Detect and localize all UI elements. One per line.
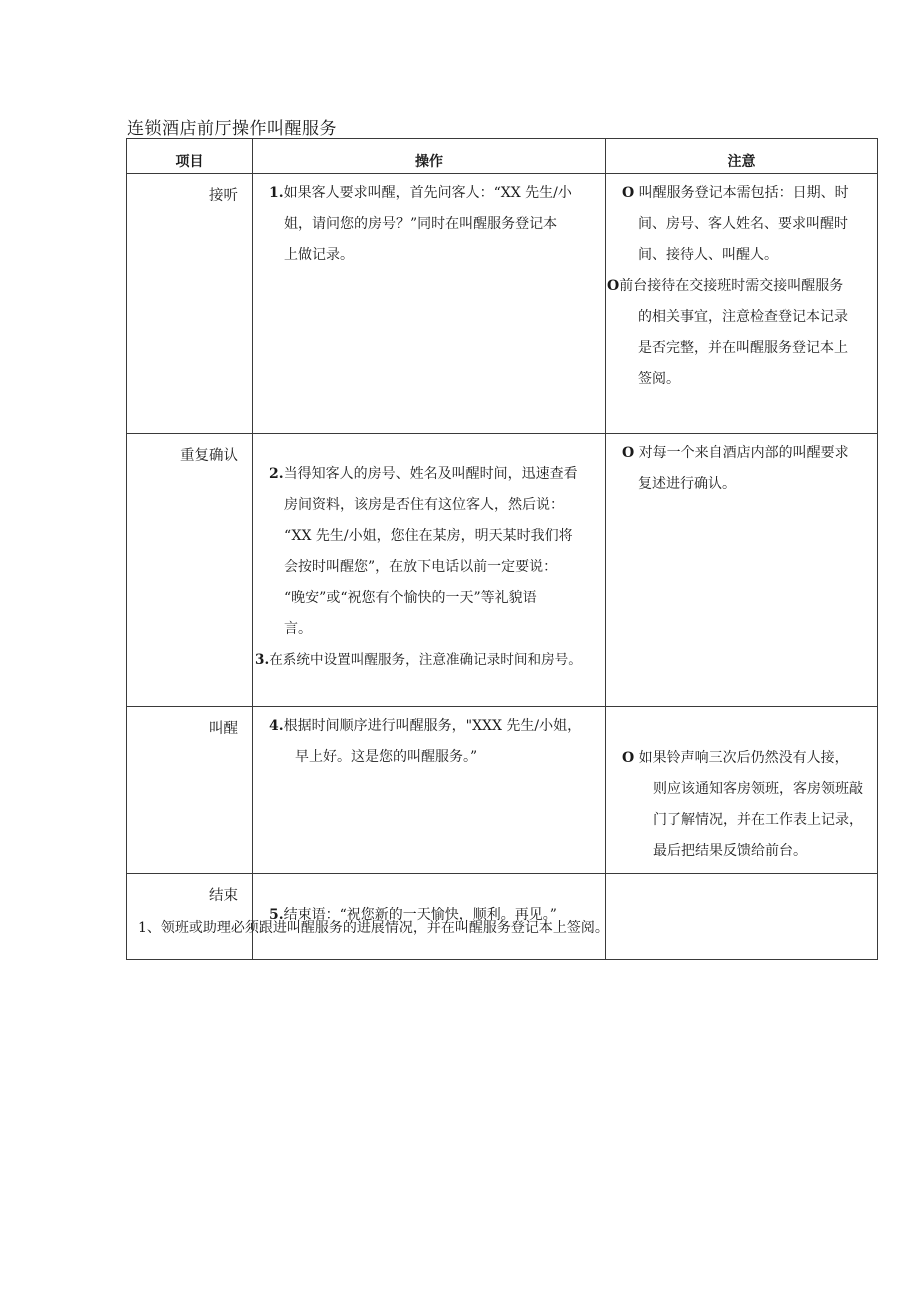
operation-text: 结束语：“祝您新的一天愉快，顺利。再见。” [283,907,557,923]
item-cell [127,434,253,707]
note-item [606,438,877,500]
note-text: 最后把结果反馈给前台。 [653,843,807,859]
header-item: 项目 [127,139,253,174]
note-text: 间、房号、客人姓名、要求叫醒时 [638,216,848,232]
item-label: 重复确认 [180,448,238,464]
note-text: 叫醒服务登记本需包括：日期、时 [638,185,849,201]
table-row-answer [127,174,878,434]
operation-cell [253,174,606,434]
header-notes: 注意 [606,139,878,174]
note-item [606,271,877,395]
item-cell [127,707,253,874]
operation-line: 会按时叫醒您”，在放下电话以前一定要说： [284,559,558,575]
operation-line: 房间资料，该房是否住有这位客人，然后说： [284,497,564,513]
operation-text: 根据时间顺序进行叫醒服务，"XXX 先生/小姐， [283,718,582,734]
bullet-marker: O [607,278,620,294]
note-text: 间、接待人、叫醒人。 [638,247,778,263]
operation-line [269,459,605,490]
step-number: 4. [269,718,284,734]
operation-line [269,178,605,209]
note-text: 则应该通知客房领班，客房领班敲 [653,781,863,797]
table-header-row [127,139,878,174]
note-text: 对每一个来自酒店内部的叫醒要求 [638,445,849,461]
bullet-marker: O [622,750,635,766]
notes-cell [606,434,878,707]
header-operation: 操作 [253,139,606,174]
step-number: 1. [269,185,284,201]
table-row-wakeup [127,707,878,874]
operation-line [269,711,605,742]
operation-line: 言。 [284,621,312,637]
note-text: 如果铃声响三次后仍然没有人接， [638,750,849,766]
operation-line: 姐，请问您的房号？”同时在叫醒服务登记本 [284,216,558,232]
operation-line: “晚安”或“祝您有个愉快的一天”等礼貌语 [284,590,537,606]
note-text: 复述进行确认。 [638,476,736,492]
item-cell [127,174,253,434]
operation-text: 如果客人要求叫醒，首先问客人：“XX 先生/小 [283,185,572,201]
notes-cell [606,874,878,960]
note-item [606,743,877,867]
operation-cell [253,707,606,874]
note-text: 签阅。 [638,371,680,387]
item-label: 结束 [209,888,238,904]
table-row-confirm [127,434,878,707]
footnote: 1、领班或助理必须跟进叫醒服务的进展情况，并在叫醒服务登记本上签阅。 [138,920,609,936]
note-text: 前台接待在交接班时需交接叫醒服务 [619,278,844,294]
operation-text: 当得知客人的房号、姓名及叫醒时间，迅速查看 [283,466,578,482]
note-text: 的相关事宜，注意检查登记本记录 [638,309,848,325]
note-item [606,178,877,271]
note-text: 门了解情况，并在工作表上记录， [653,812,863,828]
procedure-table [126,138,878,960]
step-number: 3. [255,652,270,668]
operation-cell [253,434,606,707]
bullet-marker: O [622,445,635,461]
item-label: 叫醒 [209,721,238,737]
notes-cell [606,707,878,874]
document-title: 连锁酒店前厅操作叫醒服务 [127,119,337,139]
item-label: 接听 [209,188,238,204]
note-text: 是否完整，并在叫醒服务登记本上 [638,340,848,356]
operation-text: 在系统中设置叫醒服务，注意准确记录时间和房号。 [269,652,582,668]
operation-line [255,645,605,676]
operation-line: 上做记录。 [284,247,354,263]
notes-cell [606,174,878,434]
bullet-marker: O [622,185,635,201]
operation-line: “XX 先生/小姐，您住在某房，明天某时我们将 [284,528,573,544]
step-number: 2. [269,466,284,482]
operation-line: 早上好。这是您的叫醒服务。” [295,749,478,765]
step-number: 5. [269,907,284,923]
